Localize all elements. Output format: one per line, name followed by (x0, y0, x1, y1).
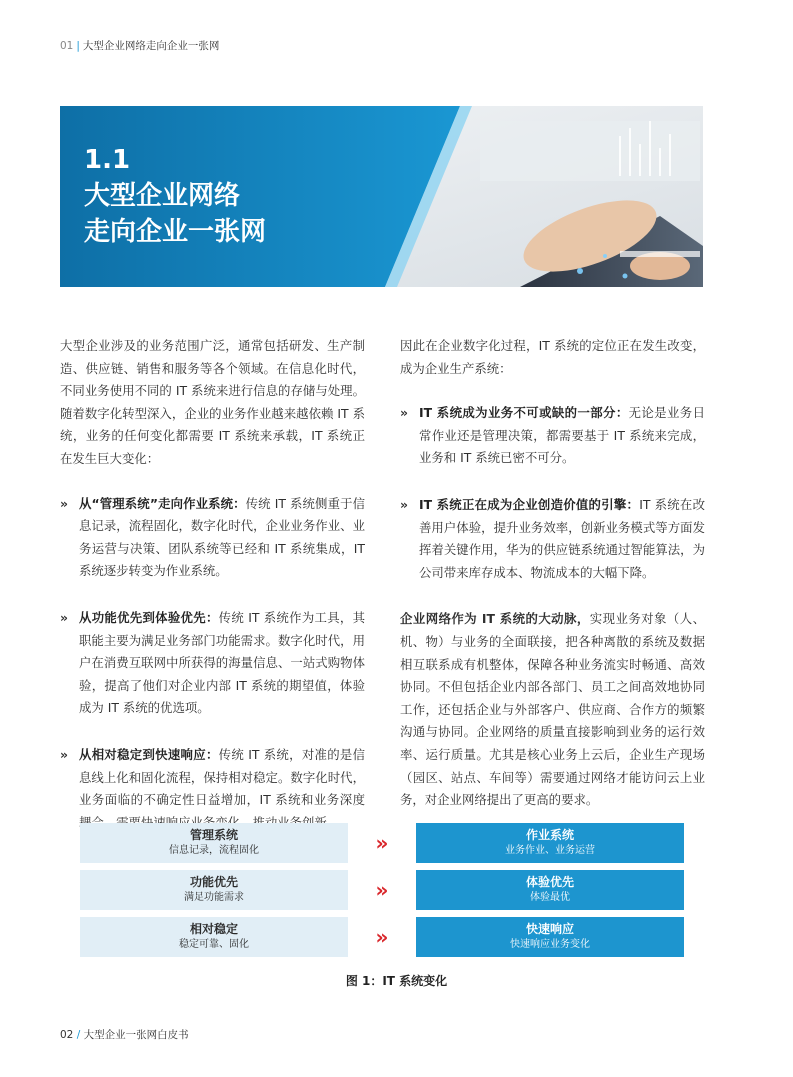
bullet-heading: 从相对稳定到快速响应： (79, 746, 219, 762)
footer-title: 大型企业一张网白皮书 (83, 1029, 189, 1041)
from-subtitle: 信息记录，流程固化 (169, 845, 259, 856)
diagram-from-box (80, 870, 348, 910)
bullet-heading: IT 系统成为业务不可或缺的一部分： (419, 405, 629, 421)
running-footer (60, 1027, 189, 1042)
to-title: 快速响应 (525, 922, 574, 936)
bullet-mark: » (60, 746, 69, 762)
bullet-item (60, 744, 365, 834)
bullet-heading: IT 系统正在成为企业创造价值的引擎： (419, 496, 640, 512)
from-title: 管理系统 (189, 828, 238, 842)
header-page-number: 01 (60, 40, 74, 52)
diagram-to-box (416, 823, 684, 863)
bullet-text: IT 系统在改善用户体验，提升业务效率，创新业务模式等方面发挥着关键作用，华为的供应链系统通过智能算法，为公司带来库存成本、物流成本的大幅下降。 (419, 496, 705, 580)
header-title: 大型企业网络走向企业一张网 (82, 40, 220, 52)
bullet-text: 无论是业务日常作业还是管理决策，都需要基于 IT 系统来完成，业务和 IT 系统已密不可分。 (419, 405, 705, 466)
double-chevron-icon: » (375, 878, 389, 902)
to-title: 体验优先 (525, 875, 574, 889)
bullet-mark: » (60, 495, 69, 511)
diagram-from-box (80, 917, 348, 957)
bullet-mark: » (400, 496, 409, 512)
left-column (60, 335, 365, 834)
left-intro-paragraph: 大型企业涉及的业务范围广泛，通常包括研发、生产制造、供应链、销售和服务等各个领域。在信息化时代，不同业务使用不同的 IT 系统来进行信息的存储与处理。随着数字化转型深入，企业的业务作业越来越依赖 IT 系统，业务的任何变化都需要 IT 系统来承载，IT 系统正在发生巨大变化： (60, 338, 365, 466)
running-header (60, 38, 219, 53)
bullet-heading: 从“管理系统”走向作业系统： (79, 495, 246, 511)
bullet-text: 传统 IT 系统作为工具，其职能主要为满足业务部门功能需求。数字化时代，用户在消费互联网中所获得的海量信息、一站式购物体验，提高了他们对企业内部 IT 系统的期望值，体验成为 IT 系统的优选项。 (79, 609, 365, 716)
right-column (400, 335, 705, 812)
section-title-line2: 走向企业一张网 (84, 217, 267, 247)
bullet-mark: » (60, 609, 69, 625)
bullet-item (60, 607, 365, 720)
banner-title (84, 142, 266, 250)
diagram-to-box (416, 870, 684, 910)
from-subtitle: 满足功能需求 (184, 892, 244, 903)
footer-page-number: 02 (60, 1029, 74, 1041)
bullet-text: 传统 IT 系统侧重于信息记录，流程固化，数字化时代，企业业务作业、业务运营与决策、团队系统等已经和 IT 系统集成，IT 系统逐步转变为作业系统。 (79, 495, 365, 579)
from-subtitle: 稳定可靠、固化 (179, 939, 249, 950)
diagram-to-box (416, 917, 684, 957)
bullet-heading: 从功能优先到体验优先： (79, 609, 219, 625)
figure-caption: 图 1：IT 系统变化 (345, 974, 448, 988)
section-banner (60, 106, 703, 287)
closing-paragraph (400, 608, 705, 811)
bullet-text: 传统 IT 系统，对准的是信息线上化和固化流程，保持相对稳定。数字化时代，业务面临的不确定性日益增加，IT 系统和业务深度 (79, 746, 365, 808)
bullet-mark: » (400, 405, 409, 421)
from-title: 功能优先 (189, 875, 238, 889)
to-subtitle: 快速响应业务变化 (510, 939, 590, 950)
section-title-line1: 大型企业网络 (84, 181, 241, 211)
to-subtitle: 体验最优 (530, 892, 570, 903)
it-system-change-diagram (80, 823, 684, 957)
bullet-item (400, 402, 705, 470)
from-title: 相对稳定 (189, 922, 238, 936)
double-chevron-icon: » (375, 925, 389, 949)
bullet-item (60, 493, 365, 583)
header-separator: | (76, 40, 80, 52)
section-number: 1.1 (84, 145, 131, 175)
closing-text: 实现业务对象（人、机、物）与业务的全面联接，把各种离散的系统及数据相互联系成有机整体，保障各种业务流实时畅通、高效协同。不但包括企业内部各部门、员工之间高效地协同工作，还包括企业与外部客户、供应商、合作方的频繁沟通与协同。企业网络的质量直接影响到业务的运行效率、运行质量。尤其是核心业务上云后，企业生产现场（园区、站点、车间等）需要通过网络才能访问云上业务，对企业网络提出了更高的要求。 (400, 611, 705, 808)
closing-heading: 企业网络作为 IT 系统的大动脉， (400, 611, 590, 627)
diagram-from-box (80, 823, 348, 863)
footer-separator: / (76, 1029, 81, 1041)
bullet-item (400, 494, 705, 584)
to-title: 作业系统 (525, 828, 574, 842)
to-subtitle: 业务作业、业务运营 (505, 845, 595, 856)
double-chevron-icon: » (375, 831, 389, 855)
right-intro-paragraph: 因此在企业数字化过程，IT 系统的定位正在发生改变，成为企业生产系统： (400, 338, 705, 376)
